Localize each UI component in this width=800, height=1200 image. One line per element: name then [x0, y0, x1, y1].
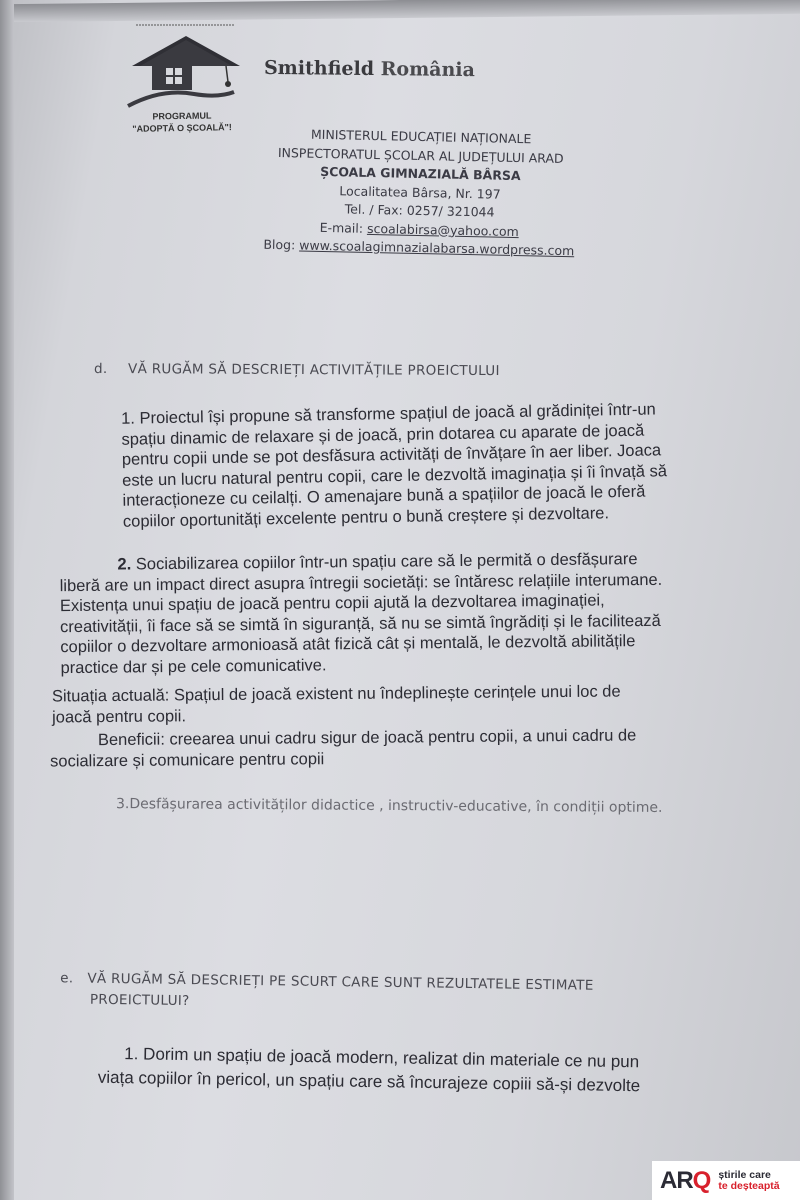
text-line: 1. Proiectul își propune să transforme spațiul de joacă al grădiniței într-un	[120, 400, 656, 428]
page-top-shadow	[0, 0, 800, 22]
arq-logo-q: Q	[692, 1166, 711, 1194]
text-line: este un lucru natural pentru copii, care le dezvoltă imaginația și îi învață să	[122, 461, 668, 490]
arq-tagline	[718, 1170, 779, 1192]
situatia-actuala	[52, 682, 621, 728]
text-line: socializare și comunicare pentru copii	[50, 749, 325, 771]
school-header	[239, 124, 602, 261]
section-d-heading	[94, 361, 500, 379]
text-line: Beneficii: creearea unui cadru sigur de joacă pentru copii, a unui cadru de	[97, 726, 637, 750]
beneficii	[50, 725, 637, 771]
text-line: 1. Dorim un spațiu de joacă modern, realizat din materiale ce nu pun	[124, 1044, 640, 1072]
text-line: Situația actuală: Spațiul de joacă existent nu îndeplinește cerințele unui loc de	[51, 682, 621, 706]
section-d-paragraph-3	[116, 794, 663, 818]
section-d-title: VĂ RUGĂM SĂ DESCRIEȚI ACTIVITĂȚILE PROEICTULUI	[128, 361, 500, 380]
page-left-edge	[0, 0, 14, 1200]
brand-name	[264, 57, 475, 81]
text-line: practice dar și pe cele comunicative.	[60, 655, 327, 677]
school-name: ȘCOALA GIMNAZIALĂ BÂRSA	[320, 163, 521, 184]
section-d-paragraph-2	[59, 549, 663, 678]
text-line: interacționeze cu ceilalți. O amenajare bună a spațiilor de joacă le oferă	[122, 482, 646, 510]
school-house-icon	[122, 22, 242, 122]
text-line: copiilor oportunități excelente pentru o bună creștere și dezvoltare.	[122, 503, 610, 531]
program-logo	[122, 22, 242, 140]
section-e-paragraph-1	[98, 1042, 641, 1099]
arq-watermark	[652, 1161, 800, 1200]
program-caption	[122, 109, 242, 135]
arq-logo-ar: AR	[660, 1166, 693, 1194]
section-d-paragraph-1	[121, 399, 668, 531]
paragraph-number: 2.	[117, 555, 132, 574]
arq-tagline-line1: știrile care	[718, 1168, 771, 1181]
program-caption-line2: "ADOPTĂ O ȘCOALĂ"!	[132, 122, 232, 134]
blog-link[interactable]: www.scoalagimnazialabarsa.wordpress.com	[299, 237, 575, 259]
brand-company: Smithfield	[263, 56, 375, 81]
blog-label: Blog:	[263, 236, 296, 253]
text-line: spațiu dinamic de relaxare și de joacă, prin dotarea cu aparate de joacă	[121, 421, 645, 449]
inspectorate-line: INSPECTORATUL ȘCOLAR AL JUDEȚULUI ARAD	[277, 144, 564, 166]
arq-tagline-line2: te deșteaptă	[718, 1179, 780, 1192]
text-line: 3.Desfășurarea activităților didactice , instructiv-educative, în condiții optime.	[115, 796, 663, 816]
text-line-content: Sociabilizarea copiilor într-un spațiu care să le permită o desfășurare	[135, 550, 638, 574]
text-line: joacă pentru copii.	[52, 706, 187, 726]
text-line: liberă are un impact direct asupra întregii societăți: se întăresc relațiile interumane.	[59, 570, 663, 595]
text-line: pentru copii unde se pot desfăsura activități de învățare în aer liber. Joaca	[121, 441, 662, 469]
section-e-letter: e.	[60, 970, 74, 987]
text-line: Existența unui spațiu de joacă pentru copii ajută la dezvoltarea imaginației,	[59, 591, 605, 616]
section-e-title-line2: PROEICTULUI?	[89, 991, 190, 1010]
text-line: copiilor o dezvoltare armonioasă atât fizică cât și mentală, le dezvoltă abilitățile	[60, 632, 636, 657]
phone-line: Tel. / Fax: 0257/ 321044	[344, 201, 495, 220]
section-d-letter: d.	[93, 360, 108, 378]
arq-logo	[660, 1167, 710, 1195]
email-label: E-mail:	[319, 219, 364, 236]
text-line: creativității, îi face să se simtă în siguranță, să nu se simtă îngrădiți și le facilitează	[60, 611, 661, 636]
brand-country: România	[380, 58, 476, 82]
program-caption-line1: PROGRAMUL	[152, 110, 212, 122]
section-e-heading	[60, 968, 594, 1017]
text-line: viața copiilor în pericol, un spațiu care să încurajeze copiii să-și dezvolte	[97, 1067, 641, 1096]
section-e-title: VĂ RUGĂM SĂ DESCRIEȚI PE SCURT CARE SUNT REZULTATELE ESTIMATE	[87, 970, 594, 994]
email-link[interactable]: scoalabirsa@yahoo.com	[366, 220, 519, 239]
address-line: Localitatea Bârsa, Nr. 197	[339, 182, 501, 202]
ministry-line: MINISTERUL EDUCAȚIEI NAȚIONALE	[310, 126, 532, 147]
